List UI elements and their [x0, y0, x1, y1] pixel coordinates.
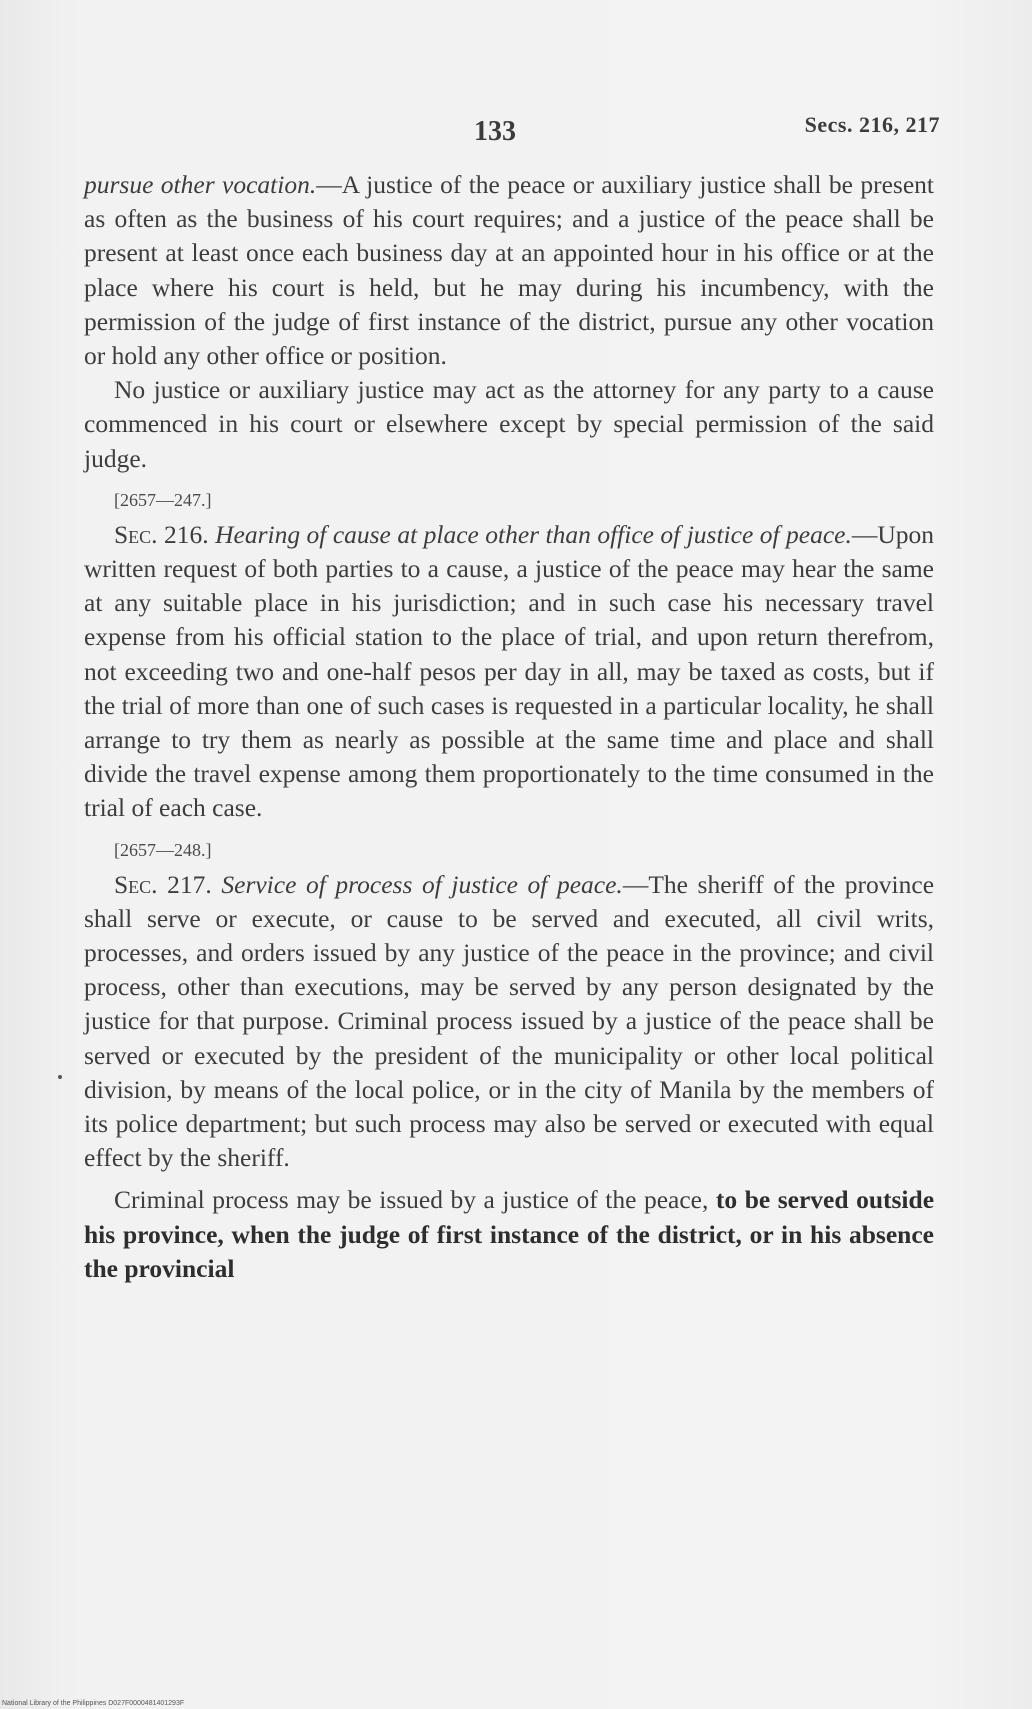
citation: [2657—247.]	[114, 489, 212, 510]
page-number: 133	[474, 116, 516, 147]
section-216	[84, 518, 934, 826]
page-header	[84, 112, 940, 152]
scan-credit: National Library of the Philippines D027F0000481401293F	[2, 1700, 185, 1707]
citation: [2657—248.]	[114, 839, 212, 860]
section-text: —Upon written request of both parties to a cause, a justice of the peace may hear the same at any suitable place in his jurisdiction; and in such case his necessary travel expense from his official station to the place of trial, and upon return therefrom, not exceeding two and one-half pesos per day in all, may be taxed as costs, but if the trial of more than one of such cases is requested in a particular locality, he shall arrange to try them as nearly as possible at the same time and place and shall divide the travel expense among them proportionately to the time consumed in the trial of each case.	[84, 519, 935, 823]
paragraph-heading: pursue other vocation.	[84, 170, 317, 199]
section-label: Sec. 217.	[114, 869, 212, 899]
document-body	[84, 168, 934, 1286]
margin-mark	[58, 1075, 62, 1079]
paragraph-vocation	[84, 168, 934, 373]
paragraph-text: —A justice of the peace or auxiliary justice shall be present as often as the business of his court requires; and a justice of the peace shall be present at least once each business day at an appointed hour in his office or at the place where his court is held, but he may during his incumbency, with the permission of the judge of first instance of the district, pursue any other vocation or hold any other office or position.	[84, 170, 934, 371]
section-heading: Hearing of cause at place other than office of justice of peace.	[215, 519, 852, 549]
paragraph-text: Criminal process may be issued by a justice of the peace,	[114, 1185, 709, 1215]
paragraph-attorney: No justice or auxiliary justice may act as the attorney for any party to a cause commenced in his court or elsewhere except by special permission of the said judge.	[84, 375, 934, 473]
paragraph-criminal-process	[84, 1183, 934, 1286]
section-heading: Service of process of justice of peace.	[221, 869, 623, 899]
section-217	[84, 868, 934, 1176]
paragraph-text-emphasis: to be served outside his province, when the judge of first instance of the district, or in his absence the provincial	[84, 1185, 935, 1283]
section-reference: Secs. 216, 217	[804, 112, 940, 137]
section-text: —The sheriff of the province shall serve or execute, or cause to be served and executed, all civil writs, processes, and orders issued by any justice of the peace in the province; and civil process, other than executions, may be served by any person designated by the justice for that purpose. Criminal process issued by a justice of the peace shall be served or executed by the president of the municipality or other local political division, by means of the local police, or in the city of Manila by the members of its police department; but such process may also be served or executed with equal effect by the sheriff.	[84, 869, 935, 1173]
section-label: Sec. 216.	[114, 519, 209, 549]
